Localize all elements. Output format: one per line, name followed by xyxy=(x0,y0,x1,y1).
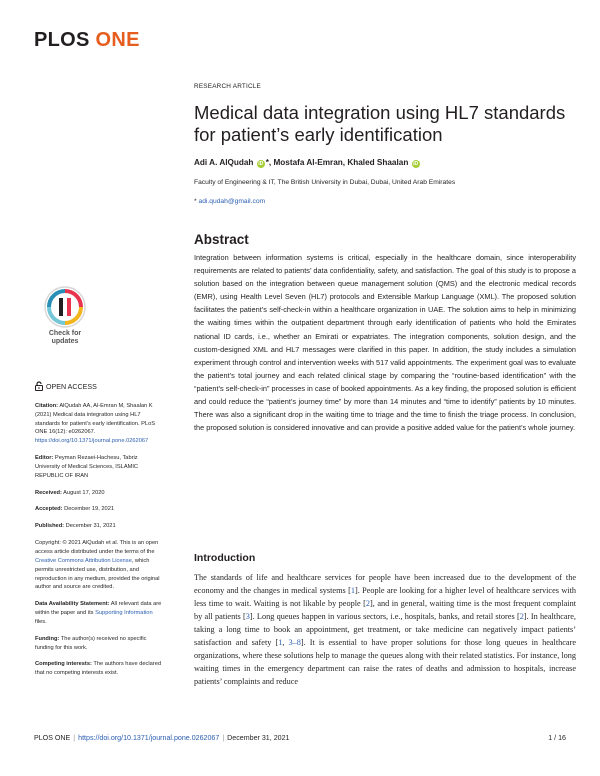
affiliation: Faculty of Engineering & IT, The British University in Dubai, Dubai, United Arab Emirates xyxy=(194,179,456,186)
author-list xyxy=(194,158,421,168)
open-access-label: OPEN ACCESS xyxy=(35,381,163,394)
logo-plos: PLOS xyxy=(34,29,90,51)
competing-interests: Competing interests: The authors have declared that no competing interests exist. xyxy=(35,661,162,677)
check-updates-label: Check for updates xyxy=(48,330,82,345)
footer-separator: | xyxy=(222,734,225,742)
abstract-heading: Abstract xyxy=(194,232,249,247)
citation-ref[interactable]: 3–8 xyxy=(288,638,301,648)
citation-info: Citation: AlQudah AA, Al-Emran M, Shaalan K (2021) Medical data integration using HL7 standards for patient’s early identification. PLoS ONE 16(12): e0262067. https://doi.org/10.1371/journal.pone.0262067 xyxy=(35,402,156,445)
email-link[interactable]: adi.qudah@gmail.com xyxy=(198,198,266,205)
received-date: Received: August 17, 2020 xyxy=(35,489,105,496)
citation-doi-link[interactable]: https://doi.org/10.1371/journal.pone.0262067 xyxy=(35,438,149,445)
citation-ref[interactable]: 3 xyxy=(245,612,250,622)
abstract-text: Integration between information systems is critical, especially in the healthcare domain, since interoperability requirements are related to patients’ data confidentiality, safety, and satisfaction. The goal of this study is to propose a solution based on the integration between queue management solution (QMS) and the electronic medical records (EMR), using Health Level Seven (HL7) protocols and Extensible Markup Language (XML). The proposed solution facilitates the patient’s self-check-in within a healthcare organization in UAE. The solution aims to help in minimizing the waiting times within the outpatient department through early identification of patients who hold the Emirates national ID cards, i.e., whether an Emirati or expatriates. The integration components, solution design, and the custom-designed XML and HL7 messages were clarified in this paper. In addition, the study includes a simulation experiment through control and intervention weeks with 517 valid appointments. The experiment goal was to evaluate the patient’s total journey and each related clinical stage by comparing the “routine-based identification” with the “patient’s self-check-in” processes in case of booked appointments. As a key finding, the proposed solution is efficient and could reduce the “patient’s journey time” by more than 14 minutes and “time to identify” patients by 10 minutes. There was also a significant drop in the waiting time to triage and the time to finish the triage process. In conclusion, the proposed solution is considered innovative and can provide a positive added value for the patient’s whole journey. xyxy=(194,253,576,433)
footer-date: December 31, 2021 xyxy=(227,734,290,742)
page-number: 1 / 16 xyxy=(548,734,566,742)
citation-ref[interactable]: 2 xyxy=(519,612,524,622)
email-marker: * xyxy=(194,198,199,205)
citation-ref[interactable]: 1 xyxy=(350,586,355,596)
footer-doi-link[interactable]: https://doi.org/10.1371/journal.pone.0262067 xyxy=(78,734,220,742)
author-2[interactable]: Mostafa Al-Emran xyxy=(273,158,343,167)
open-lock-icon xyxy=(35,381,43,394)
citation-ref[interactable]: 1 xyxy=(278,638,283,648)
license-link[interactable]: Creative Commons Attribution License xyxy=(35,557,132,564)
introduction-heading: Introduction xyxy=(194,552,256,564)
copyright-info: Copyright: © 2021 AlQudah et al. This is an open access article distributed under the terms of the Creative Commons Attribution License, which permits unrestricted use, distribution, and reproduction in any medium, provided the original author and source are credited. xyxy=(35,540,160,591)
footer-separator: | xyxy=(73,734,76,742)
article-title: Medical data integration using HL7 standards for patient’s early identification xyxy=(194,102,566,145)
article-info-sidebar xyxy=(35,381,163,686)
editor-info: Editor: Peyman Rezaei-Hachesu, Tabriz University of Medical Sciences, ISLAMIC REPUBLIC OF IRAN xyxy=(35,455,139,479)
funding-info: Funding: The author(s) received no specific funding for this work. xyxy=(35,635,147,651)
orcid-icon[interactable]: iD xyxy=(258,161,264,167)
data-availability: Data Availability Statement: All relevant data are within the paper and its Supporting Information files. xyxy=(35,601,162,625)
corresponding-email xyxy=(194,198,265,205)
check-for-updates-badge[interactable] xyxy=(35,285,95,346)
introduction-text: The standards of life and healthcare services for people have been increased due to the development of the economy and the changes in medical systems [1]. People are looking for a higher level of healthcare services with less time to wait. Waiting is not likable by people [2], and in general, waiting time is the most frequent complaint by all patients [3]. Long queues happen in various sectors, i.e., hospitals, banks, and retail stores [2]. In healthcare, taking a long time to book an appointment, get treatment, or take medicine can negatively impact patients’ satisfaction and safety [1, 3–8]. It is essential to have proper solutions for those long queues in healthcare organizations, where these solutions help to manage the queues along with their related statistics. For instance, long waiting times in the emergency department can raise the rates of deaths and admission to hospitals, increase patients’ complaints and reduce xyxy=(194,573,577,687)
supporting-info-link[interactable]: Supporting Information xyxy=(95,610,153,617)
author-separator: , xyxy=(342,158,348,167)
published-date: Published: December 31, 2021 xyxy=(35,523,116,530)
footer-journal: PLOS ONE xyxy=(34,734,71,742)
author-3[interactable]: Khaled Shaalan xyxy=(347,158,409,167)
journal-logo[interactable] xyxy=(34,30,140,50)
logo-one: ONE xyxy=(95,29,140,51)
page-footer xyxy=(34,733,566,743)
check-updates-icon xyxy=(43,285,87,329)
author-1[interactable]: Adi A. AlQudah xyxy=(194,158,254,167)
accepted-date: Accepted: December 19, 2021 xyxy=(35,506,115,513)
orcid-icon[interactable]: iD xyxy=(413,161,419,167)
article-type: RESEARCH ARTICLE xyxy=(194,83,262,90)
corresponding-mark: *, xyxy=(265,158,274,167)
citation-ref[interactable]: 2 xyxy=(365,599,371,609)
